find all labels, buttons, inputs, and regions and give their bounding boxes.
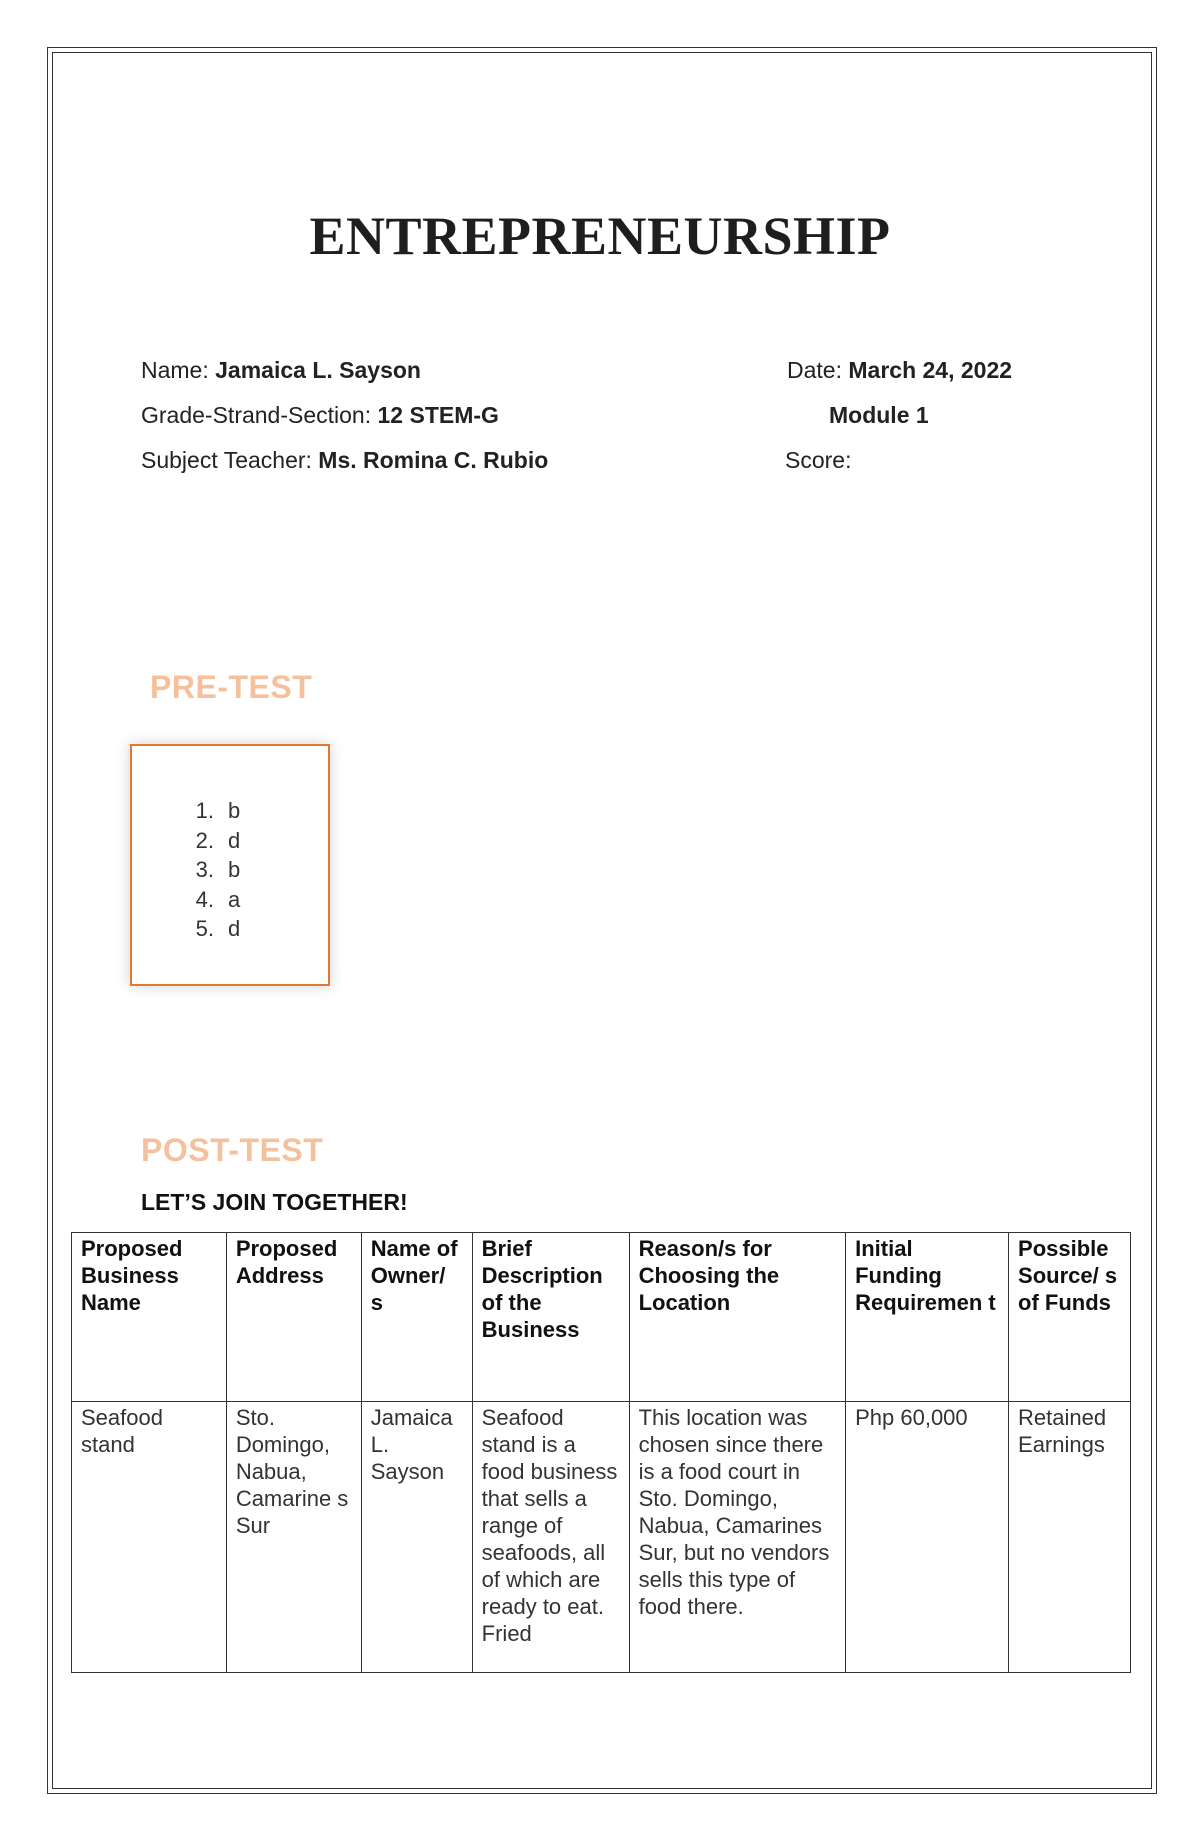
cell-description: Seafood stand is a food business that sells a range of seafoods, all of which are ready to eat. Fried xyxy=(472,1402,629,1673)
item-answer: d xyxy=(228,916,241,941)
item-number: 2. xyxy=(195,827,214,853)
list-item xyxy=(178,885,240,915)
table-row xyxy=(72,1402,1131,1673)
table-header-row xyxy=(72,1233,1131,1402)
cell-business-name: Seafood stand xyxy=(72,1402,227,1673)
pretest-answer-list xyxy=(178,796,240,944)
name-value: Jamaica L. Sayson xyxy=(215,357,421,383)
posttest-heading: POST-TEST xyxy=(141,1132,324,1168)
cell-reason: This location was chosen since there is a food court in Sto. Domingo, Nabua, Camarines Sur, but no vendors sells this type of food there. xyxy=(629,1402,846,1673)
business-plan-table xyxy=(71,1232,1131,1673)
grade-label: Grade-Strand-Section: xyxy=(141,402,372,428)
date-line xyxy=(787,357,1012,384)
module-value: Module 1 xyxy=(829,402,929,428)
item-answer: a xyxy=(228,886,241,912)
header-cell-funding: Initial Funding Requiremen t xyxy=(846,1233,1009,1402)
item-answer: b xyxy=(228,857,241,882)
list-item xyxy=(178,855,240,885)
pretest-heading: PRE-TEST xyxy=(150,669,313,705)
header-cell-source: Possible Source/ s of Funds xyxy=(1009,1233,1131,1402)
header-cell-business-name: Proposed Business Name xyxy=(72,1233,227,1402)
header-cell-description: Brief Description of the Business xyxy=(472,1233,629,1402)
item-answer: b xyxy=(228,798,241,823)
date-value: March 24, 2022 xyxy=(848,357,1013,383)
teacher-value: Ms. Romina C. Rubio xyxy=(318,447,549,473)
item-number: 3. xyxy=(195,857,214,882)
posttest-subheading: LET’S JOIN TOGETHER! xyxy=(141,1189,408,1215)
item-number: 5. xyxy=(195,916,214,941)
score-line xyxy=(785,447,851,474)
grade-value: 12 STEM-G xyxy=(377,402,499,428)
date-label: Date: xyxy=(787,357,842,383)
cell-owner: Jamaica L. Sayson xyxy=(361,1402,472,1673)
list-item xyxy=(178,796,240,826)
item-number: 4. xyxy=(195,886,214,912)
cell-source: Retained Earnings xyxy=(1009,1402,1131,1673)
item-answer: d xyxy=(228,827,241,853)
item-number: 1. xyxy=(195,798,214,823)
teacher-line xyxy=(141,447,548,474)
name-label: Name: xyxy=(141,357,209,383)
grade-line xyxy=(141,402,499,429)
teacher-label: Subject Teacher: xyxy=(141,447,312,473)
header-cell-address: Proposed Address xyxy=(226,1233,361,1402)
list-item xyxy=(178,914,240,944)
score-label: Score: xyxy=(785,447,852,473)
header-cell-owner: Name of Owner/ s xyxy=(361,1233,472,1402)
document-title: ENTREPRENEURSHIP xyxy=(309,206,891,266)
header-cell-reason: Reason/s for Choosing the Location xyxy=(629,1233,846,1402)
cell-funding: Php 60,000 xyxy=(846,1402,1009,1673)
module-line xyxy=(829,402,929,429)
list-item xyxy=(178,826,240,856)
cell-address: Sto. Domingo, Nabua, Camarine s Sur xyxy=(226,1402,361,1673)
name-line xyxy=(141,357,421,384)
